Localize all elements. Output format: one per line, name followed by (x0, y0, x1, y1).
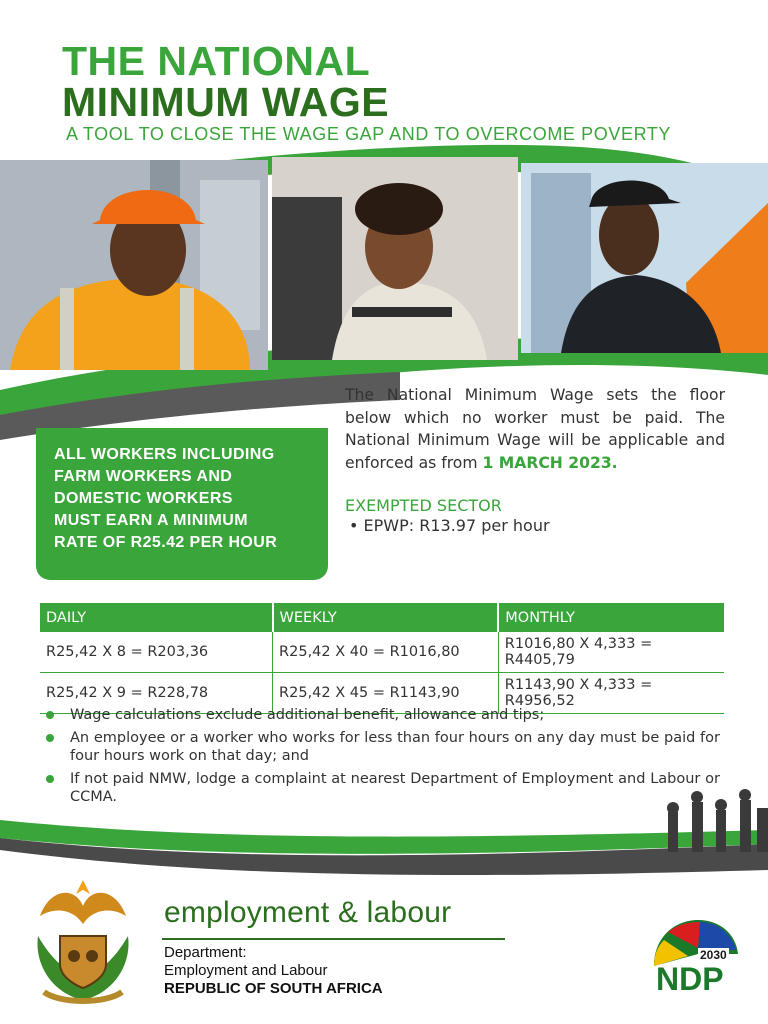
brand-underline (162, 938, 505, 940)
wage-calculation-table (40, 603, 724, 714)
table-cell: R25,42 X 40 = R1016,80 (273, 632, 499, 673)
table-cell: R25,42 X 45 = R1143,90 (273, 673, 499, 714)
table-cell: R25,42 X 8 = R203,36 (40, 632, 273, 673)
list-item (44, 706, 720, 725)
bottom-swoosh (0, 780, 768, 880)
table-header-row (40, 603, 724, 632)
dept-line2: Employment and Labour (164, 962, 328, 979)
bullet-glyph: • (349, 516, 364, 535)
bullet-dot (46, 711, 54, 719)
dept-line1: Department: (164, 944, 247, 961)
callout-line: ALL WORKERS INCLUDING (54, 446, 275, 463)
ndp-label: NDP (656, 961, 724, 997)
effective-date: 1 MARCH 2023. (482, 453, 618, 472)
exempted-item-value: R13.97 per hour (414, 516, 550, 535)
callout-line: FARM WORKERS AND (54, 468, 233, 485)
intro-text: The National Minimum Wage sets the floor below which no worker must be paid. The National Minimum Wage will be applicable and enforced as from (345, 386, 725, 472)
note-text: If not paid NMW, lodge a complaint at nearest Department of Employment and Labour or CCMA. (70, 770, 720, 805)
callout-line: RATE OF R25.42 PER HOUR (54, 534, 278, 551)
note-text: Wage calculations exclude additional benefit, allowance and tips; (70, 707, 545, 723)
callout-line: DOMESTIC WORKERS (54, 490, 233, 507)
list-item (44, 729, 720, 766)
ndp-year: 2030 (700, 948, 727, 962)
minimum-rate-callout (36, 428, 328, 580)
dept-line3: REPUBLIC OF SOUTH AFRICA (164, 980, 383, 997)
intro-paragraph (345, 384, 725, 474)
bullet-dot (46, 734, 54, 742)
exempted-sector-heading: EXEMPTED SECTOR (345, 496, 502, 515)
title-line2: MINIMUM WAGE (62, 79, 390, 125)
header-weekly: WEEKLY (273, 603, 499, 632)
ndp-2030-logo (648, 914, 744, 1000)
callout-line: MUST EARN A MINIMUM (54, 512, 248, 529)
note-text: An employee or a worker who works for less than four hours on any day must be paid for four hours work on that day; and (70, 729, 720, 764)
photo-waitress (272, 157, 518, 360)
header-monthly: MONTHLY (498, 603, 724, 632)
table-cell: R1143,90 X 4,333 = R4956,52 (498, 673, 724, 714)
department-brand: employment & labour (164, 896, 452, 929)
exempted-item-label: EPWP: (363, 516, 415, 535)
table-row (40, 632, 724, 673)
photo-construction-worker (0, 160, 268, 370)
table-cell: R25,42 X 9 = R228,78 (40, 673, 273, 714)
exempted-sector-item (349, 516, 550, 535)
title-line1: THE NATIONAL (62, 38, 371, 84)
header-daily: DAILY (40, 603, 273, 632)
table-cell: R1016,80 X 4,333 = R4405,79 (498, 632, 724, 673)
photo-security-guard (521, 163, 768, 353)
subtitle: A TOOL TO CLOSE THE WAGE GAP AND TO OVERCOME POVERTY (66, 124, 672, 144)
coat-of-arms-icon (30, 876, 136, 1006)
